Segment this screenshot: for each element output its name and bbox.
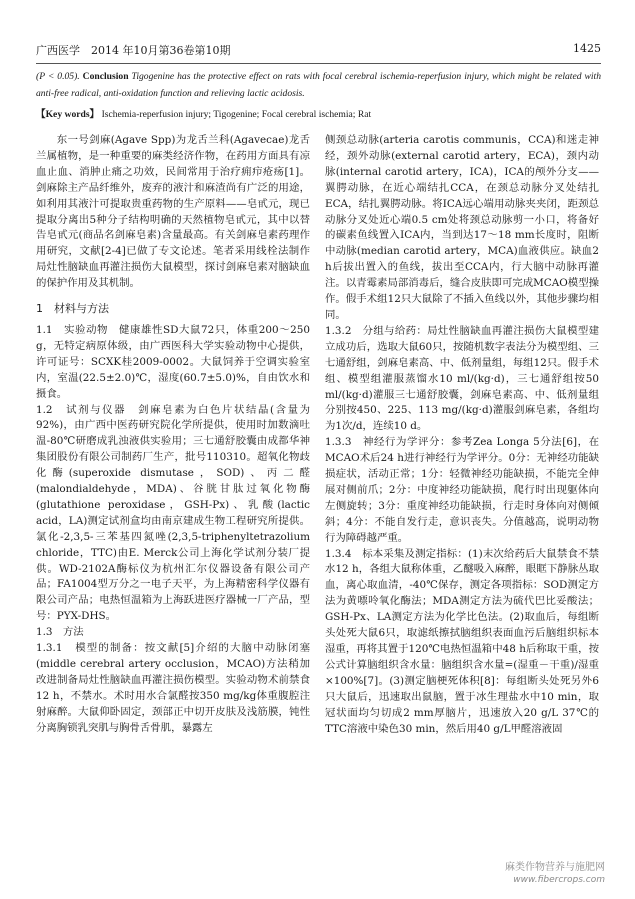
page-number: 1425 (573, 42, 601, 55)
keywords-text: Ischemia-reperfusion injury; Tigogenine; Focal cerebral ischemia; Rat (101, 109, 372, 120)
keywords (36, 106, 601, 123)
keywords-label: 【Key words】 (36, 109, 100, 120)
section-1-2 (36, 403, 310, 626)
section-1-1-text: 健康雄性SD大鼠72只，体重200～250 g，无特定病原体级，由广西医科大学实验动物中心提供，许可证号：SCXK桂2009-0002。大鼠饲养于空调实验室内，室温(22.5±2.0)℃，湿度(60.7±5.0)%，自由饮水和摄食。 (36, 323, 311, 400)
section-1-3-2-title: 1.3.2 分组与给药： (325, 324, 428, 337)
journal-info: 广西医学 2014 年10月第36卷第10期 (36, 44, 231, 57)
section-1-3-2 (325, 324, 599, 435)
section-1-3-4-text: (1)末次给药后大鼠禁食不禁水12 h，各组大鼠称体重，乙醚吸入麻醉，眼眶下静脉丛取血，离心取血清，-40℃保存，测定各项指标：SOD测定方法为黄嘌呤氧化酶法；MDA测定方法为硫代巴比妥酸法；GSH-Px、LA测定方法为化学比色法。(2)取血后，每组断头处死大鼠6只，取滤纸擦拭脑组织表面血污后脑组织标本湿重，再将其置于120℃电热恒温箱中48 h后称取干重，按公式计算脑组织含水量：脑组织含水量=(湿重－干重)/湿重×100%[7]。(3)测定脑梗死体积[8]：每组断头处死另外6只大鼠后，迅速取出鼠脑，置于冰生理盐水中10 min，取冠状面均匀切成2 mm厚脑片，迅速放入20 g/L 37℃的TTC溶液中染色30 min，然后用40 g/L甲醛溶液固 (325, 547, 599, 735)
section-1-2-title: 1.2 试剂与仪器 (36, 403, 127, 416)
watermark-text: 麻类作物营养与施肥网 (505, 862, 605, 873)
section-1-2-text: 剑麻皂素为白色片状结晶(含量为92%)，由广西中医药研究院化学所提供，使用时加数滴吐温-80℃研磨成乳浊液供实验用；三七通舒胶囊由成都华神集团股份有限公司制药厂生产，批号110310。超氧化物歧化酶(superoxide dismutase，SOD)、丙二醛(malondialdehyde，MDA)、谷胱甘肽过氧化物酶(glutathione peroxidase，GSH-Px)、乳酸(lactic acid，LA)测定试剂盒均由南京建成生物工程研究所提供。氯化-2,3,5-三苯基四氮唑(2,3,5-triphenyltetrazolium chloride，TTC)由E. Merck公司上海化学试剂分装厂提供。WD-2102A酶标仪为杭州汇尔仪器设备有限公司产品；FA1004型万分之一电子天平，为上海精密科学仪器有限公司产品；电热恒温箱为上海跃进医疗器械一厂产品，型号：PYX-DHS。 (36, 403, 311, 623)
section-1-1 (36, 323, 310, 403)
header-rule (36, 63, 601, 64)
section-1-3-1 (36, 641, 310, 736)
section-heading-materials-methods: 1 材料与方法 (36, 302, 109, 316)
section-1-1-title: 1.1 实验动物 (36, 323, 109, 336)
page-header (36, 42, 601, 62)
site-watermark (505, 861, 605, 887)
section-1-3-4-title: 1.3.4 标本采集及测定指标： (325, 547, 468, 560)
section-1-3-2-text: 局灶性脑缺血再灌注损伤大鼠模型建立成功后，选取大鼠60只，按随机数字表法分为模型组、三七通舒组，剑麻皂素高、中、低剂量组，每组12只。假手术组、模型组灌服蒸馏水10 ml/(kg·d)，三七通舒组按50 ml/(kg·d)灌服三七通舒胶囊，剑麻皂素高、中、低剂量组分别按450、225、113 mg/(kg·d)灌服剑麻皂素，各组均为1次/d，连续10 d。 (325, 324, 599, 433)
english-abstract-conclusion (36, 68, 601, 102)
section-1-3-3-title: 1.3.3 神经行为学评分： (325, 436, 452, 449)
section-1-3-1-text: 按文献[5]介绍的大脑中动脉闭塞(middle cerebral artery occlusion，MCAO)方法稍加改进制备局灶性脑缺血再灌注损伤模型。实验动物术前禁食12 h，不禁水。术时用水合氯醛按350 mg/kg体重腹腔注射麻醉。大鼠仰卧固定，颈部正中切开皮肤及浅筋膜，钝性分离胸锁乳突肌与胸骨舌骨肌，暴露左 (36, 642, 310, 734)
section-1-3-3 (325, 435, 599, 546)
section-1-3-3-text: 参考Zea Longa 5分法[6]，在MCAO术后24 h进行神经行为学评分。0分：无神经功能缺损症状，活动正常；1分：轻微神经功能缺损，不能完全伸展对侧前爪；2分：中度神经功能缺损，爬行时出现躯体向左侧旋转；3分：重度神经功能缺损，行走时身体向对侧倾斜；4分：不能自发行走，意识丧失。分值越高，说明动物行为障碍越严重。 (325, 436, 599, 544)
right-column (325, 133, 599, 737)
section-1-3-title: 1.3 方法 (36, 626, 84, 639)
section-1-3-4 (325, 547, 599, 738)
p-value: (P < 0.05). (36, 71, 80, 82)
intro-paragraph: 东一号剑麻(Agave Spp)为龙舌兰科(Agavecae)龙舌兰属植物，是一种重要的麻类经济作物，在药用方面具有凉血止血、消肿止痛之功效，民间常用于治疗痈疖疮疡[1]。剑麻除主产品纤维外，废弃的液汁和麻渣尚有广泛的用途，如利用其液汁可提取贵重药物的生产原料——皂甙元，现已提取分离出5种分子结构明确的天然植物皂甙元，其中以替告皂甙元(商品名剑麻皂素)含量最高。有关剑麻皂素药理作用研究，文献[2-4]已做了专文论述。笔者采用线栓法制作局灶性脑缺血再灌注损伤大鼠模型，探讨剑麻皂素对脑缺血的保护作用及其机制。 (36, 134, 310, 290)
section-1-3-1-title: 1.3.1 模型的制备： (36, 642, 145, 655)
conclusion-label: Conclusion (82, 71, 129, 82)
watermark-url: www.fibercrops.com (513, 875, 605, 885)
model-prep-continued: 侧颈总动脉(arteria carotis communis，CCA)和迷走神经，颈外动脉(external carotid artery，ECA)，颈内动脉(internal carotid artery，ICA)，ICA的颅外分支——翼腭动脉，在近心端结扎CCA，在颈总动脉分叉处结扎ECA，结扎翼腭动脉。将ICA远心端用动脉夹夹闭，距颈总动脉分叉处近心端0.5 cm处将颈总动脉剪一小口，将备好的碳素鱼线置入ICA内，当到达17～18 mm长度时，阻断中动脉(median carotid artery，MCA)血液供应。缺血2 h后拔出置入的鱼线，拔出至CCA内，行大脑中动脉再灌注。以青霉素局部消毒后，缝合皮肤即可完成MCAO模型操作。假手术组12只大鼠除了不插入鱼线以外，其他步骤均相同。 (325, 134, 599, 321)
conclusion-text: Tigogenine has the protective effect on rats with focal cerebral ischemia-reperfusion injury, which might be related with anti-free radical, anti-oxidation function and relieving lactic acidosis. (36, 71, 602, 99)
left-column (36, 133, 310, 737)
